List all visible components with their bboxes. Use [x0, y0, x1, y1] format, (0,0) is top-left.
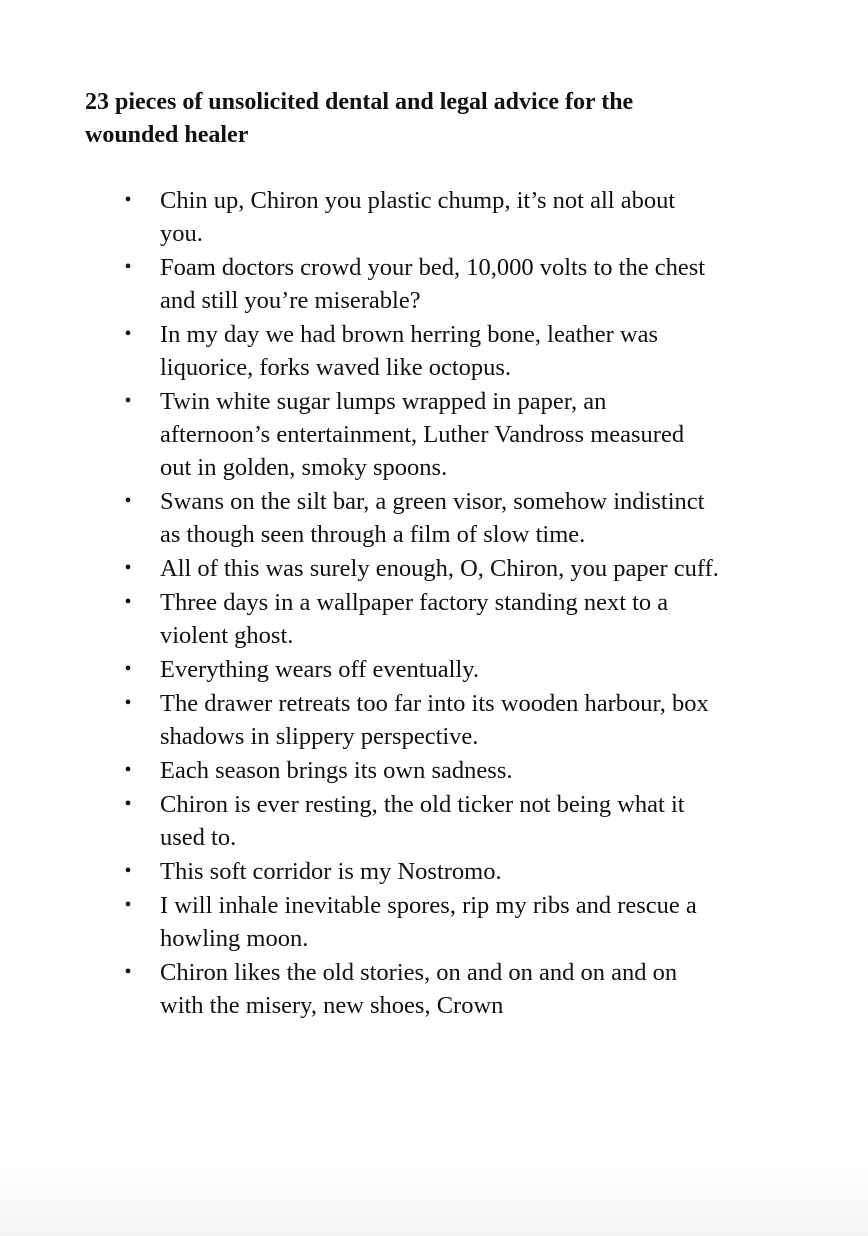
- list-item: [124, 251, 720, 317]
- bullet-icon: •: [124, 390, 132, 412]
- list-item: [124, 385, 720, 484]
- list-item: [124, 653, 720, 686]
- list-item: [124, 889, 720, 955]
- list-item-text: Everything wears off eventually.: [160, 656, 480, 683]
- list-item-text: All of this was surely enough, O, Chiron, you paper cuff.: [160, 555, 719, 582]
- bullet-icon: •: [124, 189, 132, 211]
- bullet-icon: •: [124, 860, 132, 882]
- list-item: [124, 788, 720, 854]
- bullet-icon: •: [124, 658, 132, 680]
- bullet-icon: •: [124, 692, 132, 714]
- list-item: [124, 956, 720, 1022]
- list-item-text: Foam doctors crowd your bed, 10,000 volts to the chest and still you’re miserable?: [160, 254, 706, 314]
- list-item-text: Chiron is ever resting, the old ticker not being what it used to.: [160, 791, 685, 851]
- list-item: [124, 184, 720, 250]
- list-item: [124, 318, 720, 384]
- document-title: 23 pieces of unsolicited dental and legal advice for the wounded healer: [85, 89, 634, 148]
- list-item-text: Chiron likes the old stories, on and on and on and on with the misery, new shoes, Crown: [160, 959, 678, 1019]
- list-item: [124, 552, 720, 585]
- page-bottom-shade: [0, 1166, 868, 1236]
- bullet-icon: •: [124, 256, 132, 278]
- list-item-text: The drawer retreats too far into its wooden harbour, box shadows in slippery perspective.: [160, 690, 709, 750]
- list-item-text: Three days in a wallpaper factory standing next to a violent ghost.: [160, 589, 669, 649]
- list-item: [124, 855, 720, 888]
- list-item-text: Each season brings its own sadness.: [160, 757, 513, 784]
- bullet-icon: •: [124, 591, 132, 613]
- list-item: [124, 754, 720, 787]
- bullet-icon: •: [124, 759, 132, 781]
- list-item: [124, 586, 720, 652]
- list-item-text: Twin white sugar lumps wrapped in paper, an afternoon’s entertainment, Luther Vandross measured out in golden, smoky spoons.: [160, 388, 685, 481]
- bullet-icon: •: [124, 557, 132, 579]
- list-item: [124, 687, 720, 753]
- list-item-text: In my day we had brown herring bone, leather was liquorice, forks waved like octopus.: [160, 321, 659, 381]
- advice-list: [124, 184, 720, 1023]
- bullet-icon: •: [124, 490, 132, 512]
- list-item-text: This soft corridor is my Nostromo.: [160, 858, 502, 885]
- list-item-text: I will inhale inevitable spores, rip my ribs and rescue a howling moon.: [160, 892, 697, 952]
- bullet-icon: •: [124, 961, 132, 983]
- bullet-icon: •: [124, 894, 132, 916]
- list-item-text: Swans on the silt bar, a green visor, somehow indistinct as though seen through a film of slow time.: [160, 488, 705, 548]
- bullet-icon: •: [124, 323, 132, 345]
- list-item: [124, 485, 720, 551]
- list-item-text: Chin up, Chiron you plastic chump, it’s not all about you.: [160, 187, 676, 247]
- bullet-icon: •: [124, 793, 132, 815]
